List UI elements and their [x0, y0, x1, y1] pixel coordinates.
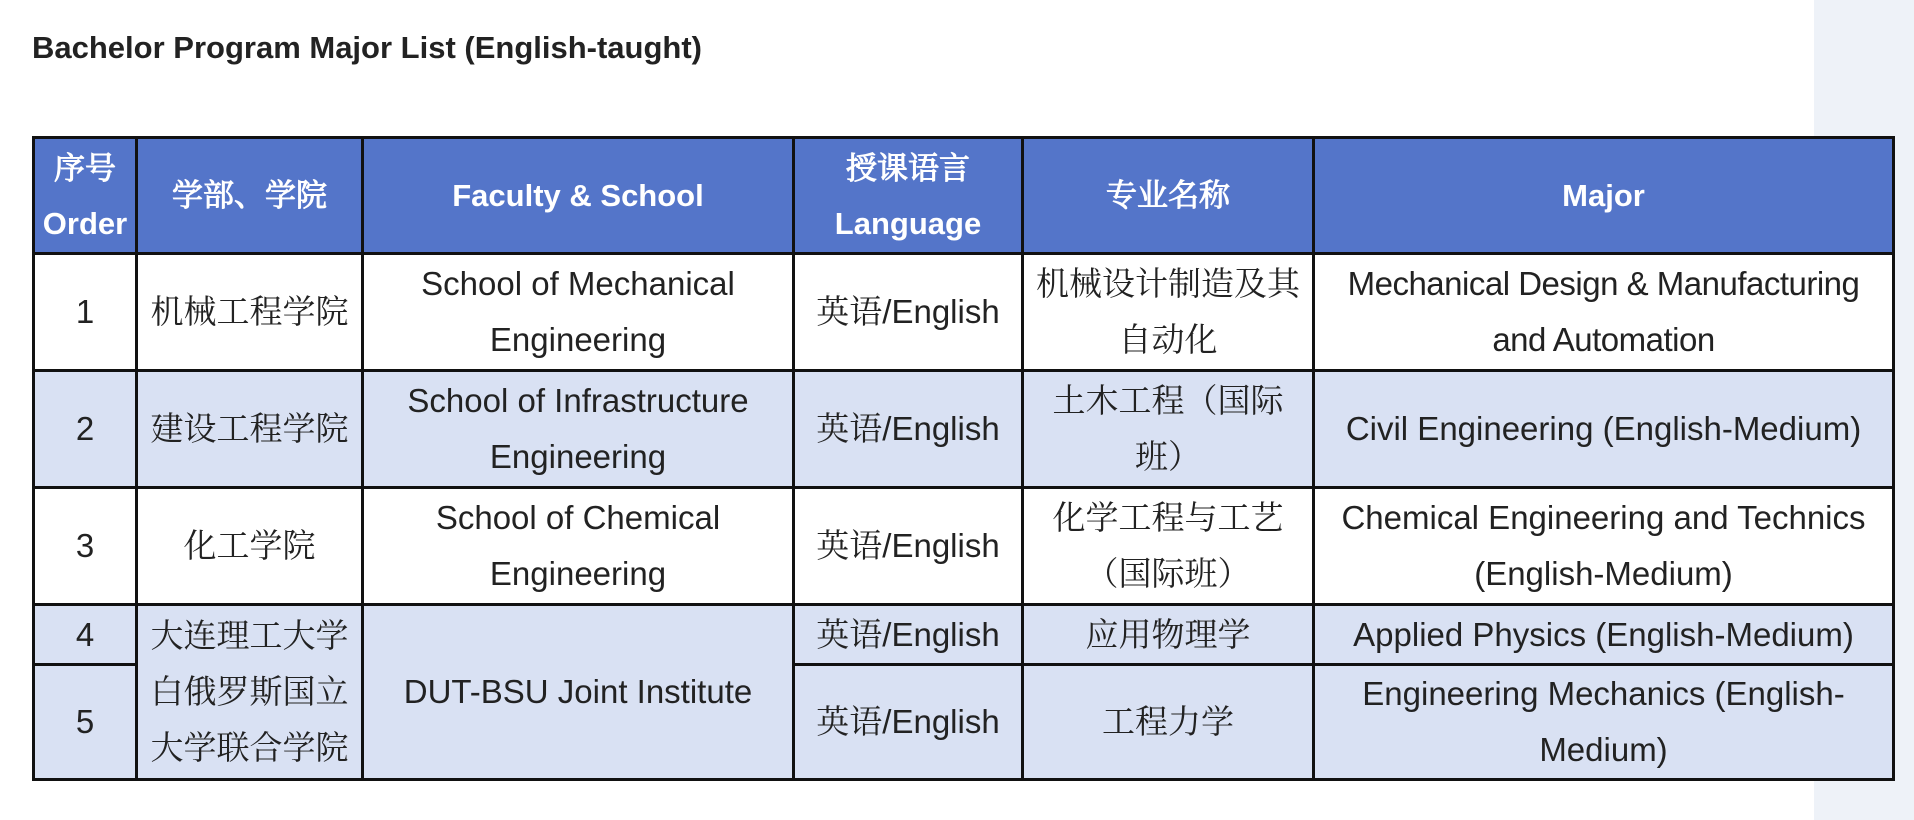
table-header-row — [34, 138, 1894, 254]
cell-language: 英语/English — [794, 254, 1023, 371]
cell-major-cn: 应用物理学 — [1023, 605, 1314, 665]
table-row — [34, 488, 1894, 605]
header-school-en: Faculty & School — [363, 138, 794, 254]
cell-language: 英语/English — [794, 371, 1023, 488]
cell-major-en: Engineering Mechanics (English-Medium) — [1314, 665, 1894, 780]
cell-major-cn: 土木工程（国际班） — [1023, 371, 1314, 488]
table-row — [34, 371, 1894, 488]
cell-major-cn: 机械设计制造及其自动化 — [1023, 254, 1314, 371]
cell-order: 4 — [34, 605, 137, 665]
cell-major-en: Mechanical Design & Manufacturing and Automation — [1314, 254, 1894, 371]
cell-school-en: School of Chemical Engineering — [363, 488, 794, 605]
cell-school-cn: 机械工程学院 — [137, 254, 363, 371]
cell-major-cn: 化学工程与工艺（国际班） — [1023, 488, 1314, 605]
cell-school-cn: 化工学院 — [137, 488, 363, 605]
cell-major-en: Civil Engineering (English-Medium) — [1314, 371, 1894, 488]
cell-major-en: Applied Physics (English-Medium) — [1314, 605, 1894, 665]
cell-order: 2 — [34, 371, 137, 488]
header-school-cn: 学部、学院 — [137, 138, 363, 254]
table-row — [34, 605, 1894, 665]
page-title: Bachelor Program Major List (English-taught) — [32, 30, 702, 65]
header-major-en: Major — [1314, 138, 1894, 254]
table-row — [34, 254, 1894, 371]
cell-order: 3 — [34, 488, 137, 605]
cell-language: 英语/English — [794, 605, 1023, 665]
header-order: 序号 Order — [34, 138, 137, 254]
major-list-table — [32, 136, 1895, 781]
cell-school-en: School of Infrastructure Engineering — [363, 371, 794, 488]
cell-school-en: DUT-BSU Joint Institute — [363, 605, 794, 780]
cell-language: 英语/English — [794, 665, 1023, 780]
cell-major-cn: 工程力学 — [1023, 665, 1314, 780]
cell-order: 1 — [34, 254, 137, 371]
cell-school-cn: 建设工程学院 — [137, 371, 363, 488]
header-language: 授课语言 Language — [794, 138, 1023, 254]
cell-major-en: Chemical Engineering and Technics (English-Medium) — [1314, 488, 1894, 605]
cell-order: 5 — [34, 665, 137, 780]
cell-school-en: School of Mechanical Engineering — [363, 254, 794, 371]
header-major-cn: 专业名称 — [1023, 138, 1314, 254]
cell-school-cn: 大连理工大学白俄罗斯国立大学联合学院 — [137, 605, 363, 780]
cell-language: 英语/English — [794, 488, 1023, 605]
